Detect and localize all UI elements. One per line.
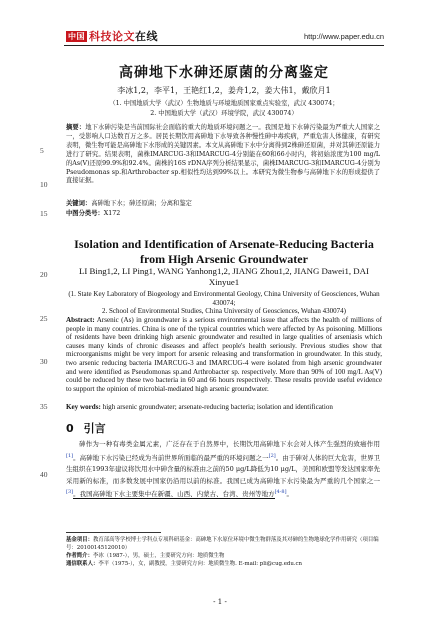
section-heading-introduction [66, 420, 106, 436]
site-url-link[interactable]: http://www.paper.edu.cn [303, 32, 384, 41]
footnote-author [66, 552, 382, 560]
chinese-authors: 李冰1,2，李平1，王艳红1,2，姜舟1,2，姜大伟1，戴欣月1 [117, 86, 331, 95]
footnote-fund [66, 536, 382, 552]
chinese-classification [66, 208, 380, 217]
english-abstract-label: Abstract: [66, 316, 95, 324]
english-keywords [66, 403, 382, 411]
english-affiliation-1: (1. State Key Laboratory of Biogeology and Environmental Geology, China University of Geosciences, Wuhan 430074; [68, 290, 380, 307]
line-number: 15 [40, 209, 48, 218]
intro-text-4: 。我国高砷地下水主要集中在新疆、山西、内蒙古、台湾、贵州等地方 [73, 490, 275, 499]
header-rule [64, 45, 384, 46]
author-bio-label: 作者简介： [66, 553, 93, 560]
chinese-abstract-label: 摘要： [66, 124, 86, 131]
footnote-rule [66, 532, 161, 533]
intro-text-2: 。高砷地下水污染已经成为当前世界所面临的最严重的环境问题之一 [73, 453, 269, 462]
fund-label: 基金项目： [66, 537, 93, 543]
contact-label: 通信联系人： [66, 561, 99, 568]
line-number: 40 [40, 470, 48, 479]
intro-text-3: 。由于砷对人体的巨大危害，世界卫生组织在1993年建议将饮用水中砷含量的标准由之前的50 μg/L降低为10 μg/L，美国和欧盟等发达国家率先采用新的标准，而多数发展中国家仍沿用以前的标准。我国已成为高砷地下水污染最为严重的几个国家之一 [66, 453, 381, 485]
chinese-keywords-text: 高砷地下水；砷还原菌；分离和鉴定 [91, 200, 192, 207]
english-affiliation-2: 2. School of Environmental Studies, China University of Geosciences, Wuhan 430074) [102, 307, 346, 315]
author-bio-text: 李冰（1987-），男，硕士，主要研究方向：地质微生物 [92, 553, 225, 560]
citation-link[interactable]: [1] [66, 452, 74, 459]
line-number: 5 [40, 146, 44, 155]
contact-text: 李平（1975-），女，副教授，主要研究方向：地质微生物. E-mail: pli@cug.edu.cn [98, 561, 303, 568]
logo-black-text: 在线 [135, 30, 158, 43]
english-title [64, 237, 384, 267]
classification-label: 中图分类号： [66, 210, 104, 217]
chinese-abstract-text: 地下水砷污染是当前国际社会面临的重大的地质环境问题之一。我国是地下水砷污染最为严重大人国家之一，受影响人口达数百万之多。居民长期饮用高砷地下水导致各种慢性砷中毒疾病，严重危害人体健康，有研究表明，微生物可能是高砷地下水形成的关键因素。本文从高砷地下水中分离得到2株砷还原菌，并对其砷还原能力进行了研究。结果表明，菌株IMARCUG-3和IMARCUG-4分别能在60和66小时内，将初始浓度为100 mg/L的As(V)还原99.9%和92.4%。菌株的16S rDNA序列分析结果显示，菌株IMARCUG-3和IMARCUG-4分别为Pseudomonas sp.和Arthrobacter sp.相似性均达到99%以上。本研究为微生物参与高砷地下水的形成提供了直接证据。 [66, 124, 381, 185]
line-number: 25 [40, 314, 48, 323]
footnote-contact [66, 560, 382, 568]
line-number: 10 [40, 180, 48, 189]
intro-text-1: 砷作为一种有毒类金属元素，广泛存在于自然界中，长期饮用高砷地下水会对人体产生强烈的致癌作用 [79, 440, 380, 448]
intro-text-5: 。 [286, 490, 294, 499]
chinese-keywords-label: 关键词： [66, 200, 92, 207]
section-number: 0 [66, 422, 74, 435]
english-keywords-text: high arsenic groundwater; arsenate-reducing bacteria; isolation and identification [102, 403, 333, 411]
chinese-affiliation-1: （1. 中国地质大学（武汉）生物地质与环境地质国家重点实验室，武汉 430074； [109, 100, 339, 107]
line-number: 30 [40, 357, 48, 366]
section-title: 引言 [83, 422, 106, 435]
chinese-keywords [66, 198, 380, 207]
chinese-abstract [66, 124, 380, 186]
english-authors: LI Bing1,2, LI Ping1, WANG Yanhong1,2, JIANG Zhou1,2, JIANG Dawei1, DAI Xinyue1 [79, 266, 369, 287]
logo-tag: 中国 [68, 32, 85, 41]
footnote [66, 536, 382, 568]
citation-link[interactable]: [2] [268, 452, 276, 459]
page-header [0, 0, 440, 52]
chinese-affiliation-2: 2. 中国地质大学（武汉）环境学院，武汉 430074） [150, 110, 298, 117]
fund-text: 教育部高等学校博士学科点专项科研基金：高砷地下水原位环境中微生物群落及其对砷的生物地球化学作用研究（项目编号：20100145120010） [66, 537, 379, 552]
english-abstract [66, 316, 382, 393]
introduction-paragraph [66, 439, 380, 501]
citation-link[interactable]: [4-8] [274, 489, 287, 496]
journal-logo[interactable] [66, 28, 158, 44]
line-number: 20 [40, 270, 48, 279]
english-title-line-1: Isolation and Identification of Arsenate-Reducing Bacteria [74, 237, 374, 251]
classification-number: X172 [103, 210, 121, 217]
english-keywords-label: Key words: [66, 403, 101, 411]
line-number: 35 [40, 402, 48, 411]
english-abstract-text: Arsenic (As) in groundwater is a serious environmental issue that affects the health of millions of people in many countries. China is one of the typical countries which were affected by As poisoning. Millions of residents have been drinking high arsenic groundwater and resulted in large qualities of arseniasis which causes many kinds of chronic diseases and affect people's health seriously. Previous studies show that microorganisms might be very import for arsenic releasing and transformation in groundwater. In this study, two arsenic reducing bacteria IMARCUG-3 and IMARCUG-4 were isolated from high arsenic groundwater and were identified as Pseudomonas sp.and Arthrobacter sp. respectively. More than 90% of 100 mg/L As(V) could be reduced by these two bacteria in 60 and 66 hours respectively. These results provide useful evidence to support the opinion of microbial-mediated high arsenic groundwater. [66, 316, 382, 393]
logo-red-text: 科技论文 [89, 30, 135, 43]
chinese-title: 高砷地下水砷还原菌的分离鉴定 [119, 65, 329, 81]
english-title-line-2: from High Arsenic Groundwater [140, 252, 308, 266]
citation-link[interactable]: [3] [66, 489, 74, 496]
page-number: - 1 - [213, 598, 227, 606]
